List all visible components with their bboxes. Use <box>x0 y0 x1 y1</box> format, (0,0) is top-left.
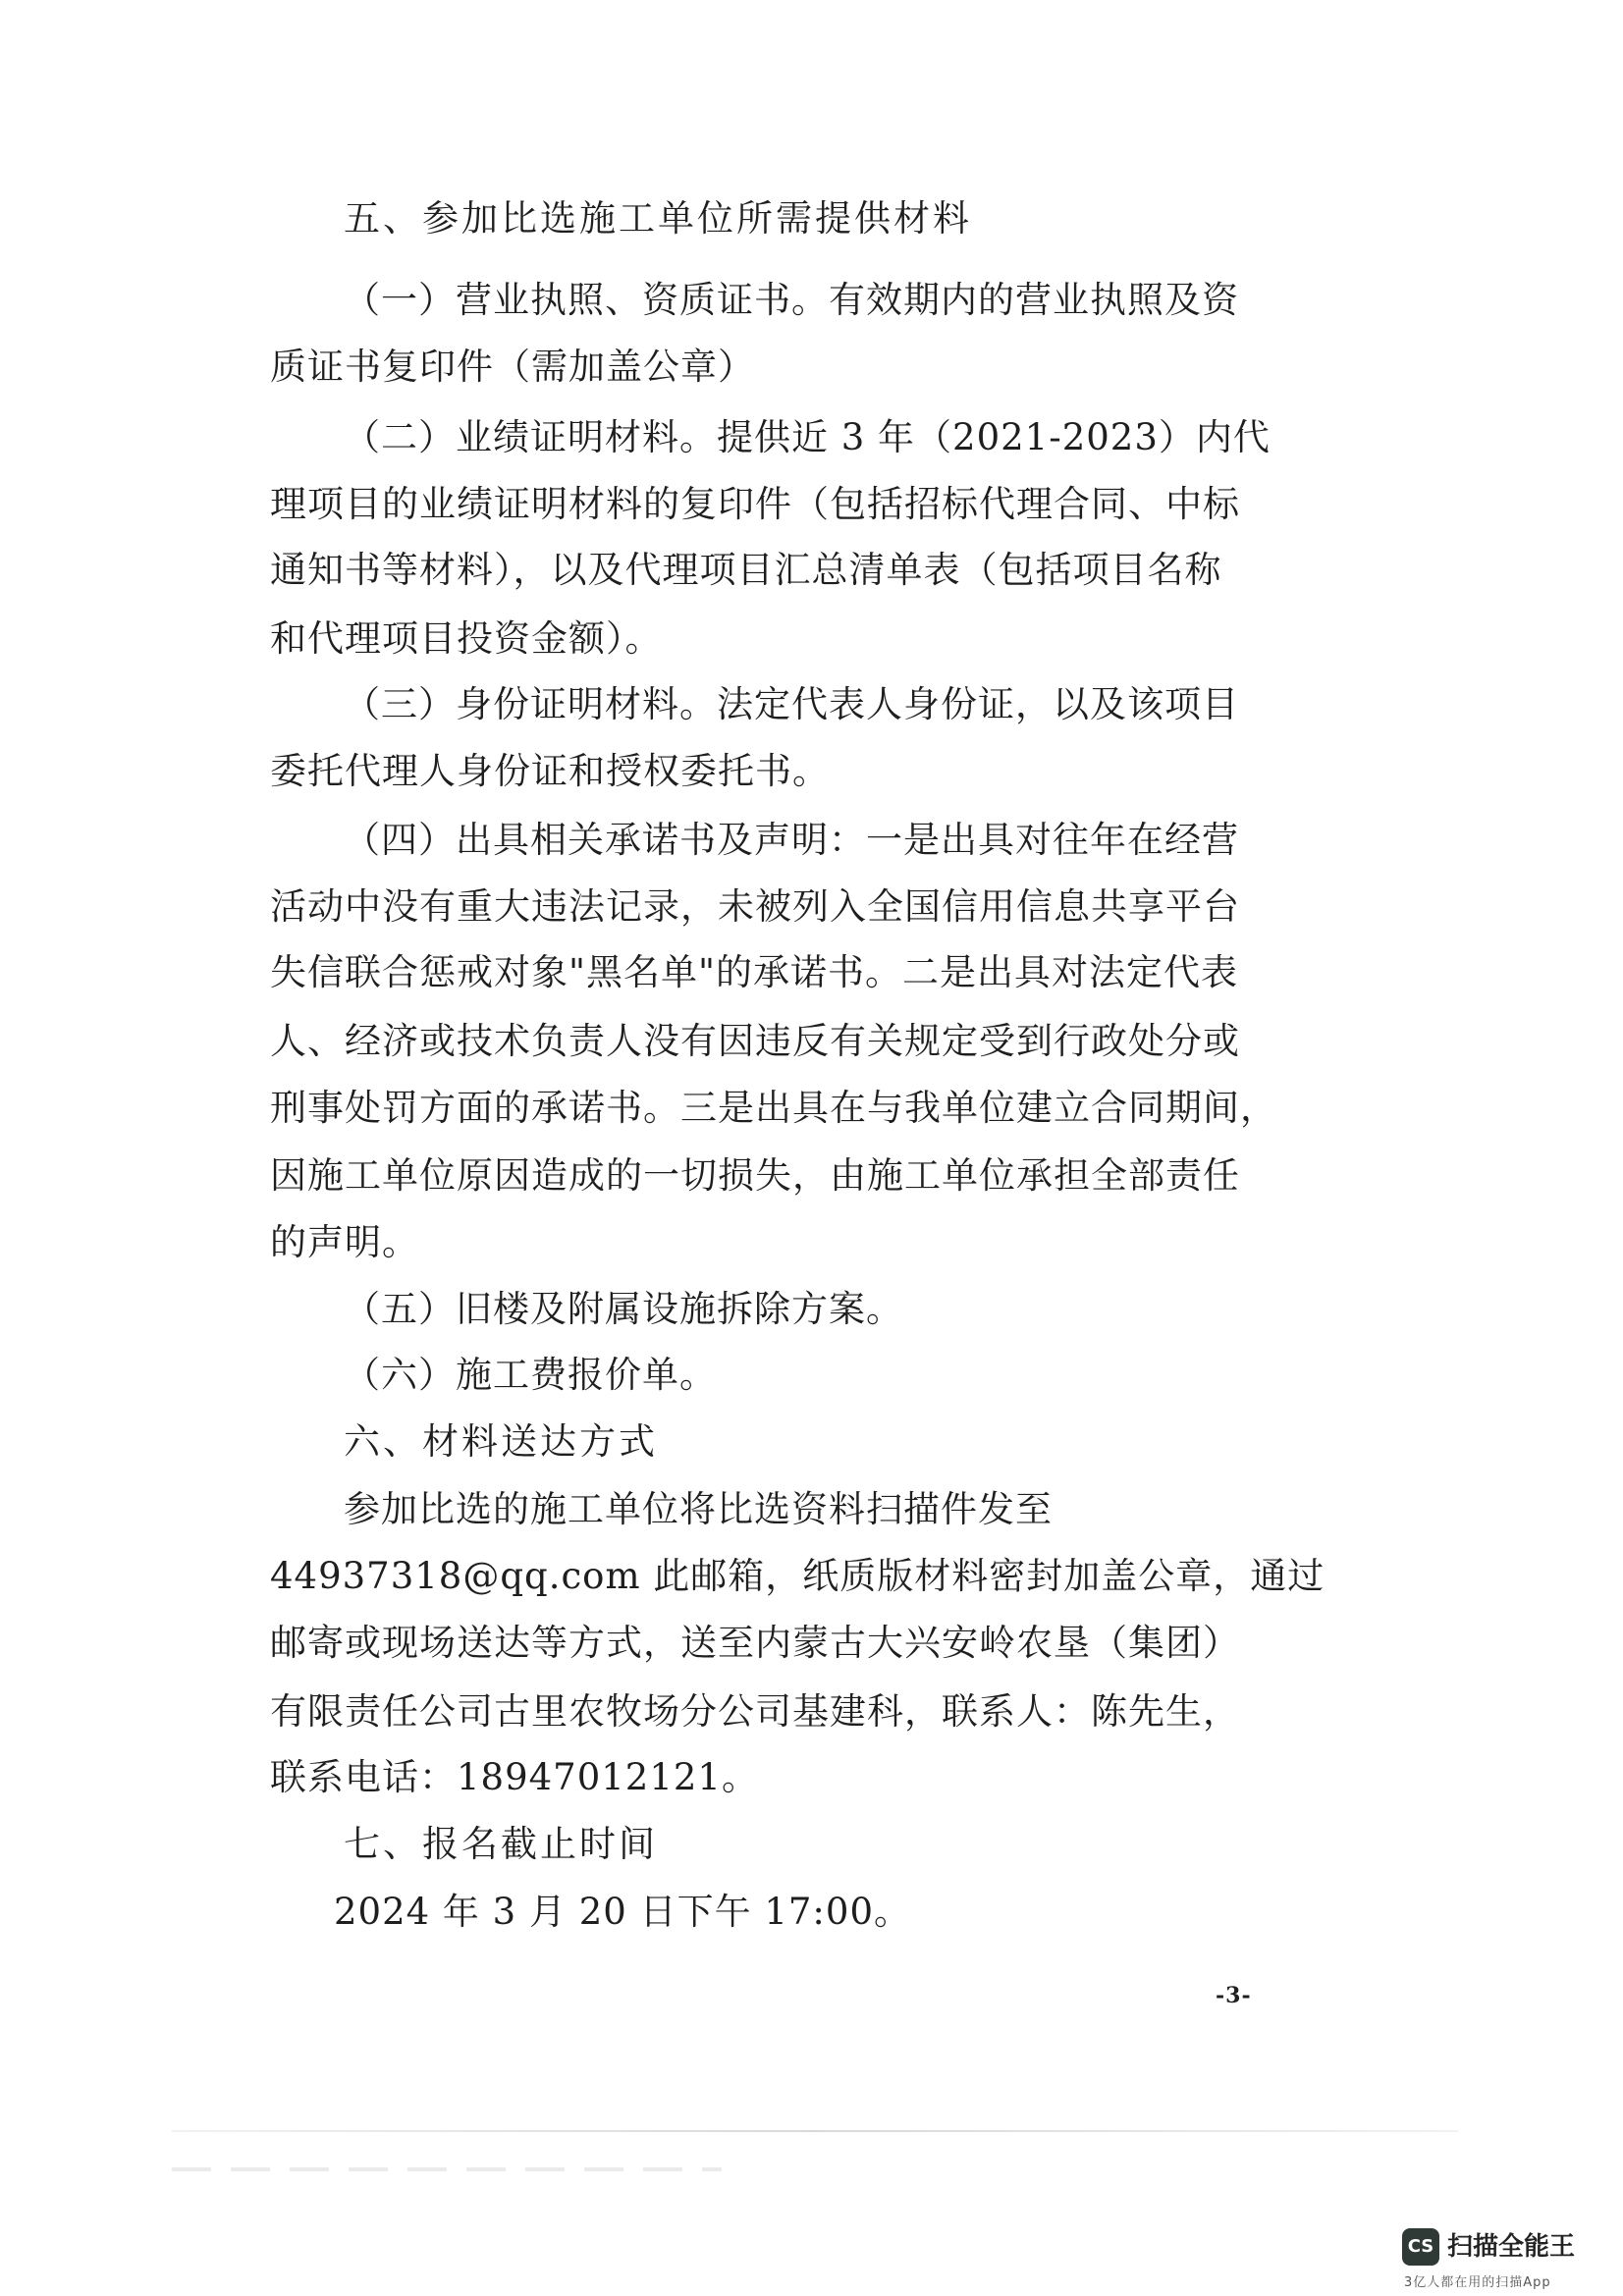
delivery-line-2: 44937318@qq.com 此邮箱，纸质版材料密封加盖公章，通过 <box>270 1555 1325 1597</box>
watermark-name: 扫描全能王 <box>1447 2232 1576 2262</box>
item-3-line-1: （三）身份证明材料。法定代表人身份证，以及该项目 <box>344 683 1239 725</box>
item-2-line-2: 理项目的业绩证明材料的复印件（包括招标代理合同、中标 <box>270 483 1240 525</box>
item-5-line: （五）旧楼及附属设施拆除方案。 <box>344 1288 903 1330</box>
section-heading-5: 五、参加比选施工单位所需提供材料 <box>344 197 972 240</box>
item-1-line-2: 质证书复印件（需加盖公章） <box>270 346 755 388</box>
item-4-line-3: 失信联合惩戒对象"黑名单"的承诺书。二是出具对法定代表 <box>270 951 1239 993</box>
item-4-line-6: 因施工单位原因造成的一切损失，由施工单位承担全部责任 <box>270 1154 1240 1197</box>
item-3-line-2: 委托代理人身份证和授权委托书。 <box>270 750 830 792</box>
camscanner-watermark <box>1402 2228 1603 2290</box>
delivery-line-4: 有限责任公司古里农牧场分公司基建科，联系人：陈先生， <box>270 1690 1240 1733</box>
item-4-line-2: 活动中没有重大违法记录，未被列入全国信用信息共享平台 <box>270 885 1240 928</box>
delivery-line-5: 联系电话：18947012121。 <box>270 1756 759 1798</box>
watermark-tagline: 3亿人都在用的扫描App <box>1404 2275 1551 2290</box>
delivery-line-1: 参加比选的施工单位将比选资料扫描件发至 <box>344 1488 1053 1530</box>
item-2-line-4: 和代理项目投资金额）。 <box>270 617 663 660</box>
deadline-line: 2024 年 3 月 20 日下午 17:00。 <box>334 1891 911 1933</box>
delivery-line-3: 邮寄或现场送达等方式，送至内蒙古大兴安岭农垦（集团） <box>270 1622 1240 1664</box>
item-2-line-1: （二）业绩证明材料。提供近 3 年（2021-2023）内代 <box>344 416 1271 458</box>
item-1-line-1: （一）营业执照、资质证书。有效期内的营业执照及资 <box>344 279 1239 321</box>
page-number: -3- <box>1216 1983 1252 2008</box>
scan-edge-line <box>172 2130 1458 2132</box>
section-heading-7: 七、报名截止时间 <box>344 1823 658 1865</box>
item-6-line: （六）施工费报价单。 <box>344 1354 717 1396</box>
scan-artifact <box>172 2167 722 2171</box>
camscanner-logo-icon: CS <box>1402 2228 1439 2266</box>
item-4-line-1: （四）出具相关承诺书及声明：一是出具对往年在经营 <box>344 819 1239 861</box>
item-4-line-7: 的声明。 <box>270 1221 419 1263</box>
section-heading-6: 六、材料送达方式 <box>344 1420 658 1463</box>
item-4-line-4: 人、经济或技术负责人没有因违反有关规定受到行政处分或 <box>270 1020 1240 1062</box>
item-2-line-3: 通知书等材料），以及代理项目汇总清单表（包括项目名称 <box>270 549 1222 591</box>
item-4-line-5: 刑事处罚方面的承诺书。三是出具在与我单位建立合同期间， <box>270 1087 1277 1129</box>
